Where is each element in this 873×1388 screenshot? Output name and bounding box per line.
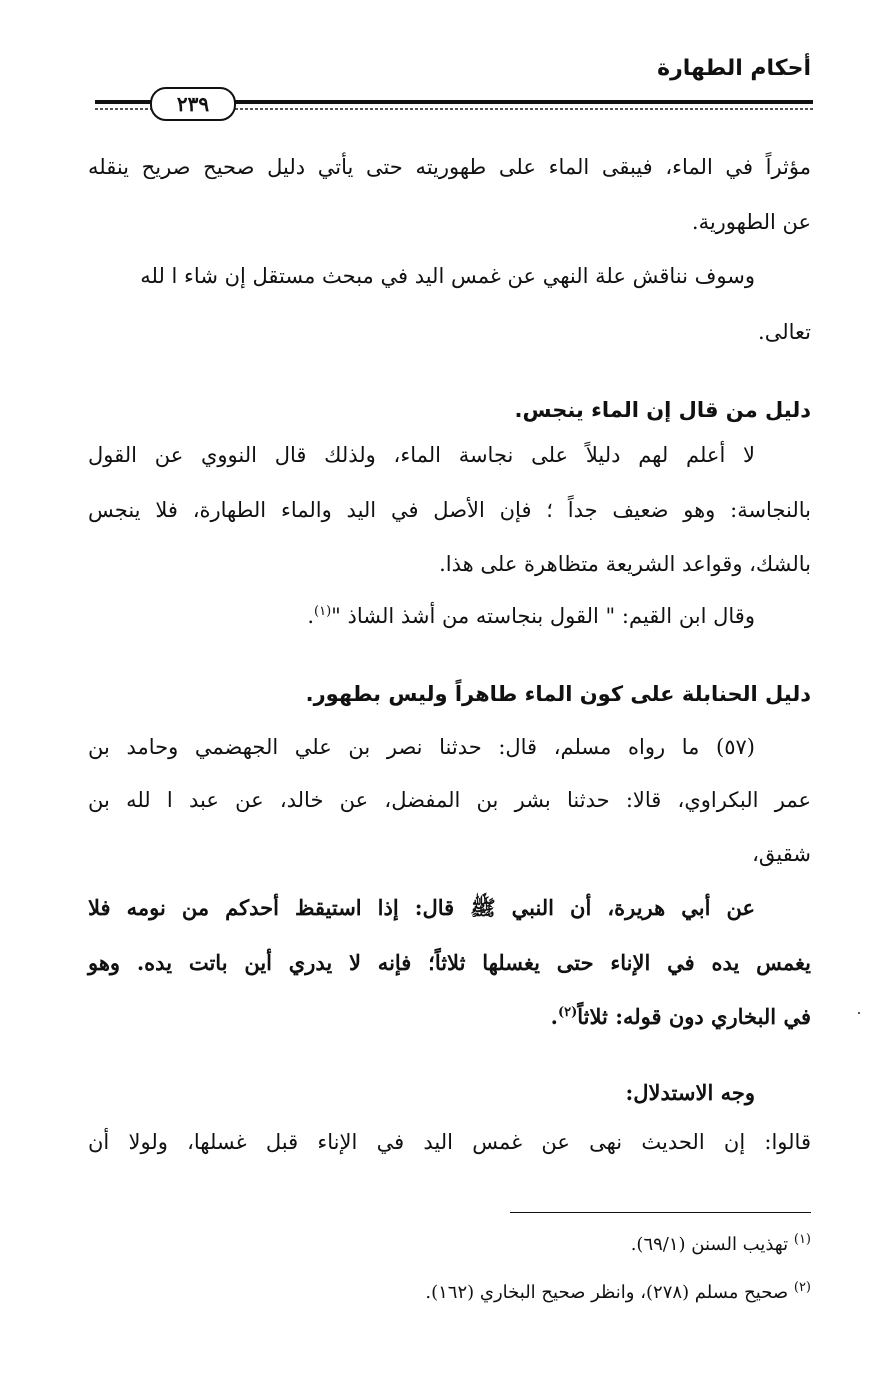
quote-text: وقال ابن القيم: " القول بنجاسته من أشذ الشاذ "	[331, 604, 755, 628]
paragraph-line: تعالى.	[758, 320, 811, 344]
hadith-text	[88, 1004, 811, 1029]
paragraph-line: وسوف نناقش علة النهي عن غمس اليد في مبحث مستقل إن شاء ا لله	[140, 264, 755, 288]
paragraph-line: بالشك، وقواعد الشريعة متظاهرة على هذا.	[439, 552, 811, 576]
paragraph-line: عمر البكراوي، قالا: حدثنا بشر بن المفضل، عن خالد، عن عبد ا لله بن	[88, 788, 811, 812]
hadith-number-line: (٥٧) ما رواه مسلم، قال: حدثنا نصر بن علي الجهضمي وحامد بن	[88, 735, 755, 759]
paragraph-line: عن الطهورية.	[691, 210, 811, 234]
footnote-separator	[510, 1212, 811, 1213]
period: .	[307, 604, 315, 628]
hadith-text-end: في البخاري دون قوله: ثلاثاً	[577, 1004, 811, 1029]
running-title: أحكام الطهارة	[657, 56, 811, 81]
paragraph-line: قالوا: إن الحديث نهى عن غمس اليد في الإناء قبل غسلها، ولولا أن	[88, 1130, 811, 1154]
hadith-text: يغمس يده في الإناء حتى يغسلها ثلاثاً؛ فإنه لا يدري أين باتت يده. وهو	[88, 950, 811, 975]
paragraph-line: بالنجاسة: وهو ضعيف جداً ؛ فإن الأصل في اليد والماء الطهارة، فلا ينجس	[88, 498, 811, 522]
paragraph-line: مؤثراً في الماء، فيبقى الماء على طهوريته حتى يأتي دليل صحيح صريح ينقله	[88, 155, 811, 179]
paragraph-line: شقيق،	[752, 842, 811, 866]
footnote-marker: (٢)	[793, 1280, 811, 1295]
subheading: وجه الاستدلال:	[625, 1080, 755, 1105]
footnote-text: صحيح مسلم (٢٧٨)، وانظر صحيح البخاري (١٦٢).	[425, 1282, 789, 1303]
footnote-ref: (٢)	[557, 1005, 578, 1020]
margin-mark	[858, 1012, 860, 1014]
period: .	[550, 1004, 558, 1029]
footnote-text: تهذيب السنن (٦٩/١).	[630, 1234, 789, 1255]
paragraph-line: لا أعلم لهم دليلاً على نجاسة الماء، ولذلك قال النووي عن القول	[88, 443, 755, 467]
footnote	[631, 1232, 811, 1255]
page-number: ٢٣٩	[150, 87, 236, 121]
paragraph-line	[88, 604, 755, 628]
footnote-marker: (١)	[793, 1232, 811, 1247]
hadith-text: عن أبي هريرة، أن النبي ﷺ قال: إذا استيقظ أحدكم من نومه فلا	[88, 895, 755, 920]
section-heading: دليل الحنابلة على كون الماء طاهراً وليس بطهور.	[305, 682, 811, 706]
footnote	[425, 1280, 811, 1303]
section-heading: دليل من قال إن الماء ينجس.	[514, 398, 811, 422]
footnote-ref: (١)	[314, 604, 332, 619]
